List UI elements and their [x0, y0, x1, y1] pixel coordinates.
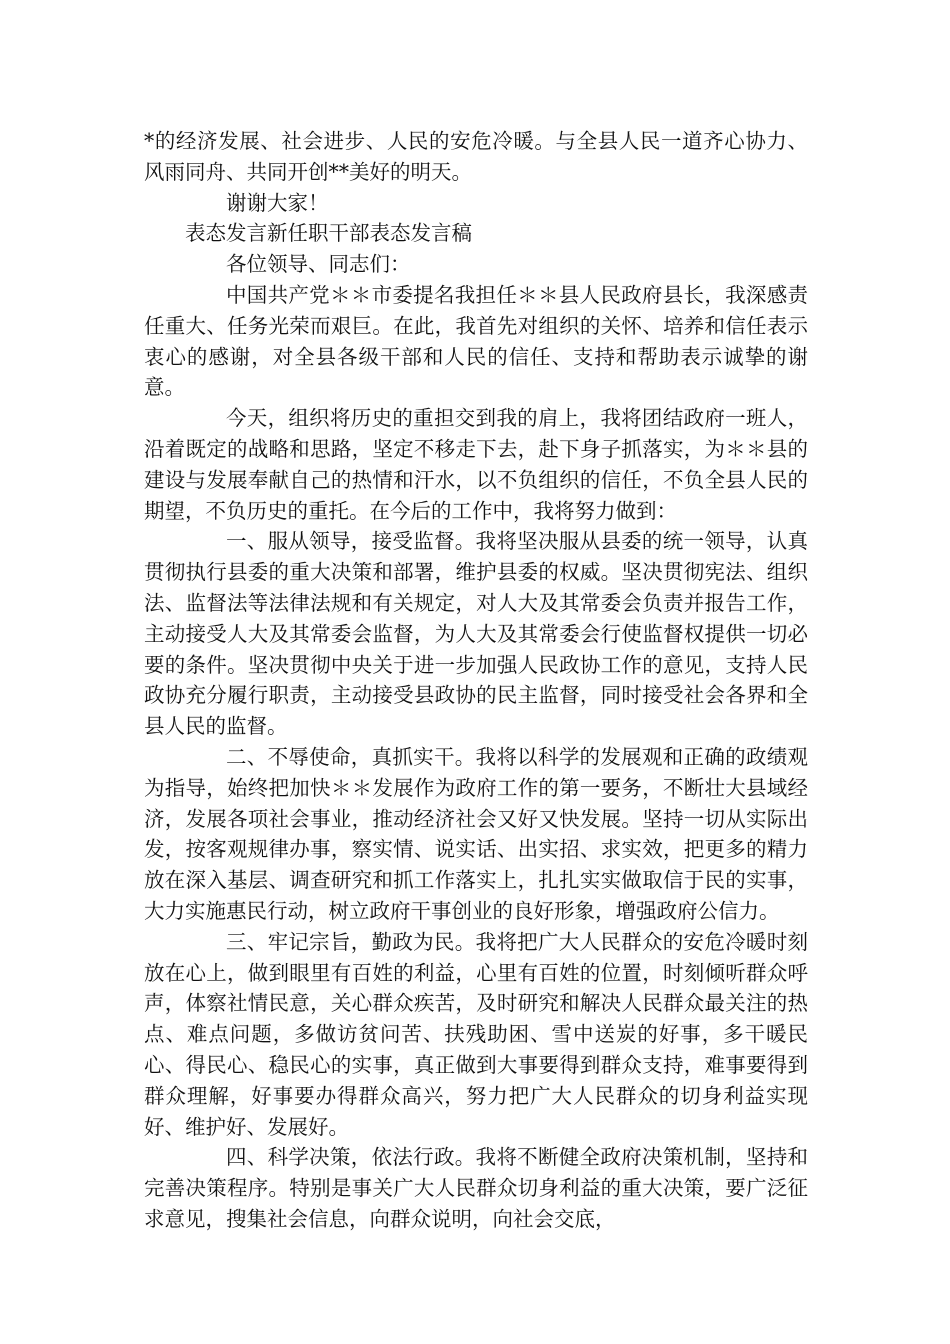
paragraph-point-two: 二、不辱使命，真抓实干。我将以科学的发展观和正确的政绩观为指导，始终把加快＊＊发展作为政府工作的第一要务，不断壮大县域经济，发展各项社会事业，推动经济社会又好又快发展。坚持一切从实际出发，按客观规律办事，察实情、说实话、出实招、求实效，把更多的精力放在深入基层、调查研究和抓工作落实上，扎扎实实做取信于民的实事，大力实施惠民行动，树立政府干事创业的良好形象，增强政府公信力。 [144, 744, 808, 923]
paragraph-thanks: 谢谢大家！ [226, 190, 329, 215]
paragraph-point-one: 一、服从领导，接受监督。我将坚决服从县委的统一领导，认真贯彻执行县委的重大决策和部署，维护县委的权威。坚决贯彻宪法、组织法、监督法等法律法规和有关规定，对人大及其常委会负责并报告工作，主动接受人大及其常委会监督，为人大及其常委会行使监督权提供一切必要的条件。坚决贯彻中央关于进一步加强人民政协工作的意见，支持人民政协充分履行职责，主动接受县政协的民主监督，同时接受社会各界和全县人民的监督。 [144, 529, 808, 739]
salutation: 各位领导、同志们： [226, 252, 411, 277]
paragraph-continuation: *的经济发展、社会进步、人民的安危冷暖。与全县人民一道齐心协力、风雨同舟、共同开创**美好的明天。 [144, 129, 808, 184]
paragraph-intro: 中国共产党＊＊市委提名我担任＊＊县人民政府县长，我深感责任重大、任务光荣而艰巨。在此，我首先对组织的关怀、培养和信任表示衷心的感谢，对全县各级干部和人民的信任、支持和帮助表示诚挚的谢意。 [144, 282, 808, 400]
paragraph-point-three: 三、牢记宗旨，勤政为民。我将把广大人民群众的安危冷暖时刻放在心上，做到眼里有百姓的利益，心里有百姓的位置，时刻倾听群众呼声，体察社情民意，关心群众疾苦，及时研究和解决人民群众最关注的热点、难点问题，多做访贫问苦、扶残助困、雪中送炭的好事，多干暖民心、得民心、稳民心的实事，真正做到大事要得到群众支持，难事要得到群众理解，好事要办得群众高兴，努力把广大人民群众的切身利益实现好、维护好、发展好。 [144, 929, 808, 1139]
document-body [144, 126, 808, 1235]
paragraph-point-four: 四、科学决策，依法行政。我将不断健全政府决策机制，坚持和完善决策程序。特别是事关广大人民群众切身利益的重大决策，要广泛征求意见，搜集社会信息，向群众说明，向社会交底， [144, 1145, 808, 1231]
document-heading: 表态发言新任职干部表态发言稿 [185, 221, 472, 246]
paragraph-today: 今天，组织将历史的重担交到我的肩上，我将团结政府一班人，沿着既定的战略和思路，坚定不移走下去，赴下身子抓落实，为＊＊县的建设与发展奉献自己的热情和汗水，以不负组织的信任，不负全县人民的期望，不负历史的重托。在今后的工作中，我将努力做到： [144, 406, 808, 523]
